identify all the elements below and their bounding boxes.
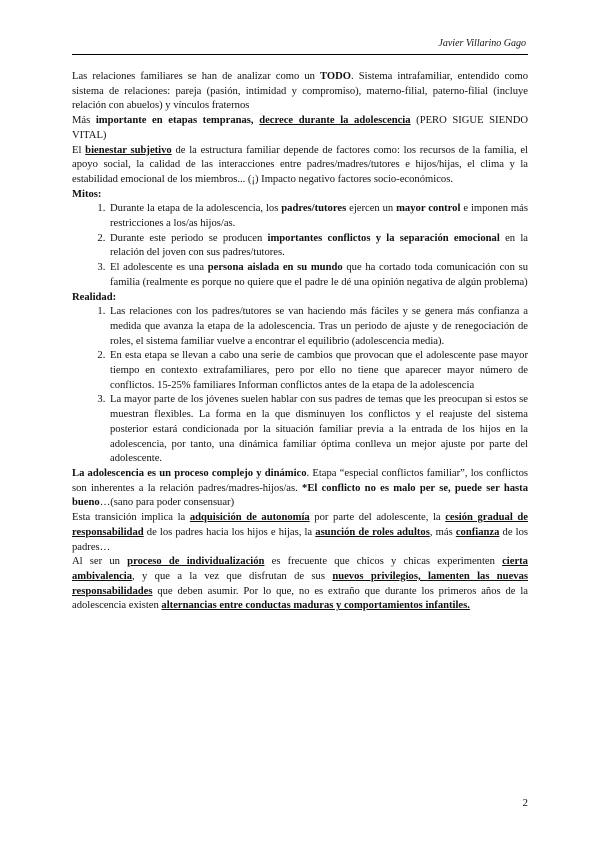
text: Al ser un bbox=[72, 556, 128, 568]
bold-underlined-text: adquisición de autonomía bbox=[189, 512, 310, 524]
bold-text: padres/tutores bbox=[281, 203, 347, 215]
text: Las relaciones familiares se han de analizar como un bbox=[72, 71, 321, 82]
paragraph-transition bbox=[72, 511, 528, 555]
bold-text: La adolescencia es un proceso complejo y dinámico bbox=[72, 467, 307, 479]
text: ejercen un bbox=[346, 203, 397, 215]
list-item: 1. Las relaciones con los padres/tutores se van haciendo más fáciles y se genera más confianza a medida que avanza la etapa de la adolescencia. Tras un periodo de ajuste y de renegociación de roles, el sistema familiar vuelve a encontrar el equilibrio (adolescencia media). bbox=[108, 305, 528, 349]
text: , y que a la vez que disfrutan de sus bbox=[132, 570, 333, 582]
bold-underlined-text: cierta ambivalencia bbox=[72, 556, 528, 582]
text: . Etapa “especial conflictos familiar”, los conflictos son inherentes a la relación padres/madres-hijos/as. bbox=[72, 467, 529, 494]
text: El bbox=[72, 144, 86, 156]
bold-underlined-text: decrece durante la adolescencia bbox=[259, 115, 411, 127]
text: Durante la etapa de la adolescencia, los bbox=[110, 203, 282, 215]
text: por parte del adolescente, la bbox=[309, 512, 446, 524]
text: Esta transición implica la bbox=[72, 512, 190, 524]
paragraph-wellbeing bbox=[72, 144, 528, 188]
bold-text: persona aislada en su mundo bbox=[207, 262, 343, 274]
paragraph-complex-process bbox=[72, 467, 528, 511]
paragraph-importance bbox=[72, 114, 528, 143]
bold-underlined-text: alternancias entre conductas maduras y comportamientos infantiles. bbox=[161, 600, 470, 612]
text: que deben asumir. Por lo que, no es extraño que durante los primeros años de la adolescencia existen bbox=[72, 585, 528, 612]
bold-underlined-text: bienestar subjetivo bbox=[85, 144, 172, 156]
paragraph-family-relations bbox=[72, 70, 528, 114]
text: Durante este periodo se producen bbox=[110, 232, 268, 244]
text: de la estructura familiar depende de factores como: los recursos de la familia, el apoyo social, la calidad de las interacciones entre padres/madres/tutores e hijos/hijas, el clima y la estabilidad emocional de los miembros... (¡) Impacto negativo factores socio-económicos. bbox=[72, 144, 528, 185]
mitos-list bbox=[72, 202, 528, 290]
text: …(sano para poder consensuar) bbox=[99, 497, 235, 509]
page-number: 2 bbox=[522, 797, 528, 809]
bold-underlined-text: proceso de individualización bbox=[127, 556, 265, 568]
list-item bbox=[108, 232, 528, 261]
list-item: 3. La mayor parte de los jóvenes suelen hablar con sus padres de temas que les preocupan si estos se muestran flexibles. La forma en la que disminuyen los conflictos y el reajuste del sistema posterior estará condicionada por la situación familiar previa a la entrada de los hijos en la adolescencia, por tanto, una dinámica familiar óptima conlleva un mejor ajuste por parte del adolescente. bbox=[108, 393, 528, 467]
bold-text: importante en etapas tempranas, bbox=[95, 115, 254, 127]
paragraph-individualization bbox=[72, 555, 528, 614]
text: en la relación del joven con sus padres/tutores. bbox=[110, 232, 528, 259]
text: El adolescente es una bbox=[110, 262, 208, 274]
list-item bbox=[108, 261, 528, 290]
heading-mitos: Mitos: bbox=[72, 188, 102, 200]
text: es frecuente que chicos y chicas experimenten bbox=[264, 556, 503, 568]
text: Más bbox=[72, 115, 96, 127]
header-author: Javier Villarino Gago bbox=[438, 38, 526, 49]
page-header bbox=[72, 36, 528, 55]
text: de los padres… bbox=[72, 526, 529, 553]
text: que ha cortado toda comunicación con su familia (realmente es porque no quiere que el padre le dé una opinión negativa de algún problema) bbox=[110, 262, 528, 288]
text: , más bbox=[429, 526, 456, 538]
bold-underlined-text: confianza bbox=[455, 526, 500, 538]
realidad-list bbox=[72, 305, 528, 467]
bold-underlined-text: cesión gradual de responsabilidad bbox=[72, 512, 528, 538]
bold-underlined-text: asunción de roles adultos bbox=[315, 526, 430, 538]
bold-text: *El conflicto no es malo per se, puede ser hasta bueno bbox=[72, 482, 528, 509]
list-item: 2. En esta etapa se llevan a cabo una serie de cambios que provocan que el adolescente pase mayor tiempo en contexto extrafamiliares, pero por ello no tiene que aparecer mayor número de conflictos. 15-25% familiares Informan conflictos antes de la etapa de la adolescencia bbox=[108, 349, 528, 393]
text: de los padres hacia los hijos e hijas, la bbox=[143, 526, 316, 538]
bold-text: TODO bbox=[320, 71, 352, 82]
page-content bbox=[72, 70, 528, 614]
list-item bbox=[108, 202, 528, 231]
text: . Sistema intrafamiliar, entendido como sistema de relaciones: pareja (pasión, intimidad y compromiso), materno-filial, paterno-filial (incluye relación con abuelos) y vínculos fraternos bbox=[72, 71, 528, 112]
bold-underlined-text: nuevos privilegios, lamenten las nuevas responsabilidades bbox=[72, 570, 528, 597]
heading-realidad: Realidad: bbox=[72, 291, 117, 303]
text: e imponen más restricciones a los/as hijos/as. bbox=[110, 203, 528, 230]
bold-text: importantes conflictos y la separación emocional bbox=[267, 232, 500, 244]
bold-text: mayor control bbox=[396, 203, 461, 215]
text: (PERO SIGUE SIENDO VITAL) bbox=[72, 115, 528, 141]
